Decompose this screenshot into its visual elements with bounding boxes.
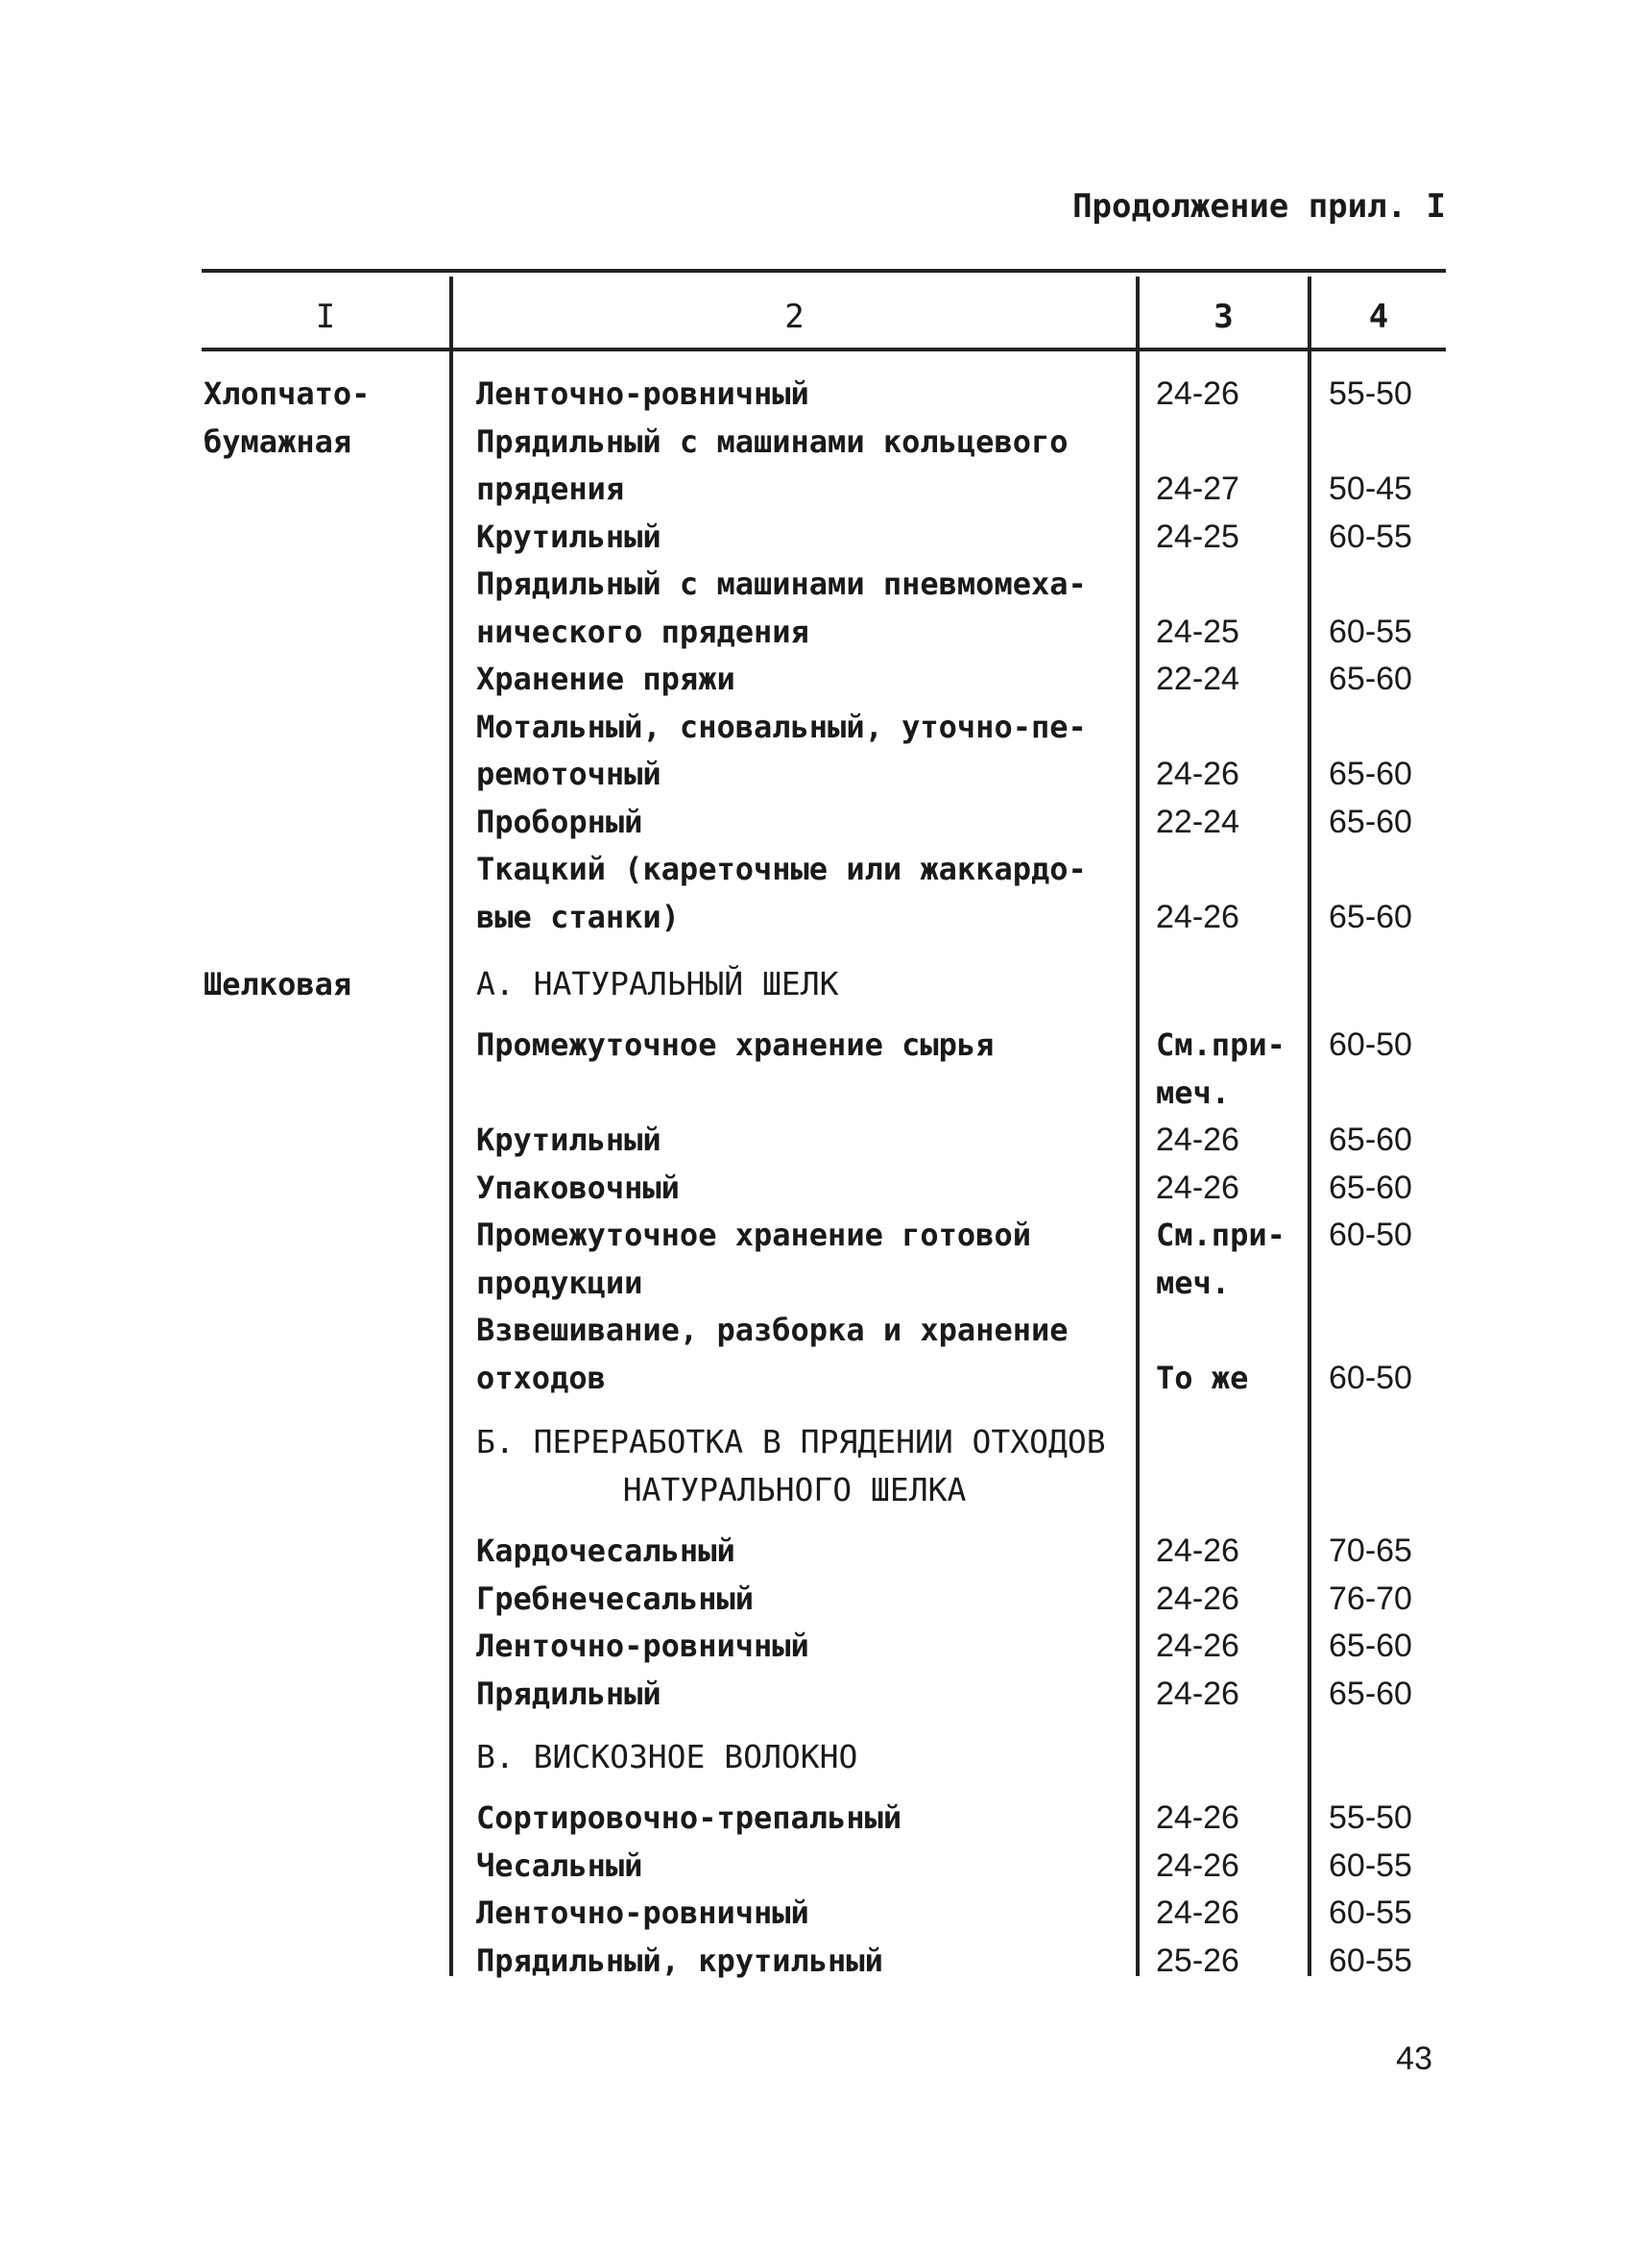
row-humidity: 55-50 — [1329, 1799, 1412, 1836]
row-label: Гребнечесальный — [476, 1580, 754, 1617]
row-label: Ленточно-ровничный — [476, 1628, 809, 1664]
row-label: продукции — [476, 1264, 643, 1301]
group-cotton-line2: бумажная — [204, 423, 352, 460]
row-label: Промежуточное хранение сырья — [476, 1026, 995, 1063]
row-label: отходов — [476, 1359, 606, 1396]
row-humidity: 65-60 — [1329, 661, 1412, 697]
row-humidity: 65-60 — [1329, 1675, 1412, 1712]
row-temperature: 24-26 — [1156, 1628, 1239, 1664]
table-header-rule — [202, 348, 1446, 351]
column-header-2: 2 — [784, 298, 805, 336]
row-temperature: 24-26 — [1156, 1169, 1239, 1206]
page-number: 43 — [1396, 2040, 1432, 2077]
row-label: Ткацкий (кареточные или жаккардо- — [476, 851, 1087, 887]
row-temperature: См.при- — [1156, 1026, 1286, 1063]
continuation-label: Продолжение прил. I — [1072, 187, 1446, 226]
group-silk: Шелковая — [204, 966, 352, 1002]
row-temperature: 24-26 — [1156, 756, 1239, 792]
row-humidity: 60-55 — [1329, 1942, 1412, 1979]
row-humidity: 60-55 — [1329, 1894, 1412, 1931]
row-humidity: 65-60 — [1329, 756, 1412, 792]
column-header-1: I — [315, 298, 336, 336]
row-label: Ленточно-ровничный — [476, 375, 809, 412]
column-divider-1 — [449, 277, 453, 1976]
row-humidity: 60-50 — [1329, 1217, 1412, 1253]
row-temperature: 25-26 — [1156, 1942, 1239, 1979]
row-temperature: 24-26 — [1156, 375, 1239, 412]
row-label: Мотальный, сновальный, уточно-пе- — [476, 708, 1087, 745]
row-label: Взвешивание, разборка и хранение — [476, 1312, 1069, 1348]
column-header-3: 3 — [1213, 298, 1234, 336]
row-label: Хранение пряжи — [476, 661, 735, 697]
row-temperature: меч. — [1156, 1074, 1231, 1111]
row-temperature: 24-26 — [1156, 1894, 1239, 1931]
row-humidity: 65-60 — [1329, 898, 1412, 935]
row-label: Упаковочный — [476, 1169, 680, 1206]
row-temperature: То же — [1156, 1359, 1249, 1396]
row-temperature: 24-26 — [1156, 898, 1239, 935]
row-label: Прядильный с машинами пневмомеха- — [476, 566, 1087, 602]
row-humidity: 65-60 — [1329, 1628, 1412, 1664]
row-label: Крутильный — [476, 1122, 661, 1158]
row-temperature: См.при- — [1156, 1217, 1286, 1253]
row-temperature: 24-26 — [1156, 1799, 1239, 1836]
row-label: Прядильный, крутильный — [476, 1942, 883, 1979]
row-temperature: 24-26 — [1156, 1532, 1239, 1569]
row-temperature: 24-26 — [1156, 1122, 1239, 1158]
row-label: Промежуточное хранение готовой — [476, 1217, 1031, 1253]
row-humidity: 65-60 — [1329, 1122, 1412, 1158]
row-humidity: 65-60 — [1329, 1169, 1412, 1206]
row-humidity: 60-50 — [1329, 1359, 1412, 1396]
column-header-4: 4 — [1368, 298, 1389, 336]
group-cotton-line1: Хлопчато- — [204, 375, 371, 412]
row-humidity: 60-55 — [1329, 518, 1412, 555]
row-label: нического прядения — [476, 613, 809, 650]
row-humidity: 76-70 — [1329, 1580, 1412, 1617]
row-temperature: 22-24 — [1156, 803, 1239, 840]
row-label: Ленточно-ровничный — [476, 1894, 809, 1931]
row-temperature: 24-26 — [1156, 1846, 1239, 1884]
row-humidity: 65-60 — [1329, 803, 1412, 840]
section-title: В. ВИСКОЗНОЕ ВОЛОКНО — [476, 1738, 858, 1775]
section-title: НАТУРАЛЬНОГО ШЕЛКА — [622, 1470, 967, 1508]
row-label: прядения — [476, 470, 625, 507]
row-humidity: 60-50 — [1329, 1026, 1412, 1063]
row-label: Сортировочно-трепальный — [476, 1799, 902, 1836]
column-divider-3 — [1308, 277, 1311, 1976]
column-divider-2 — [1136, 277, 1140, 1976]
row-humidity: 60-55 — [1329, 1846, 1412, 1884]
table-top-rule — [202, 269, 1446, 273]
row-humidity: 55-50 — [1329, 375, 1412, 412]
row-temperature: меч. — [1156, 1264, 1231, 1301]
row-humidity: 60-55 — [1329, 613, 1412, 650]
row-label: ремоточный — [476, 756, 661, 792]
row-humidity: 70-65 — [1329, 1532, 1412, 1569]
row-temperature: 22-24 — [1156, 661, 1239, 697]
row-temperature: 24-25 — [1156, 518, 1239, 555]
section-title: А. НАТУРАЛЬНЫЙ ШЕЛК — [476, 965, 839, 1002]
row-humidity: 50-45 — [1329, 470, 1412, 507]
row-label: Кардочесальный — [476, 1532, 735, 1569]
row-temperature: 24-25 — [1156, 613, 1239, 650]
row-temperature: 24-26 — [1156, 1580, 1239, 1617]
section-title: Б. ПЕРЕРАБОТКА В ПРЯДЕНИИ ОТХОДОВ — [476, 1423, 1106, 1460]
row-label: Прядильный — [476, 1675, 661, 1712]
row-label: Прядильный с машинами кольцевого — [476, 422, 1069, 460]
row-temperature: 24-27 — [1156, 470, 1239, 507]
row-label: Проборный — [476, 803, 643, 840]
row-label: Крутильный — [476, 518, 661, 555]
row-temperature: 24-26 — [1156, 1675, 1239, 1712]
row-label: вые станки) — [476, 898, 680, 935]
row-label: Чесальный — [476, 1846, 643, 1884]
